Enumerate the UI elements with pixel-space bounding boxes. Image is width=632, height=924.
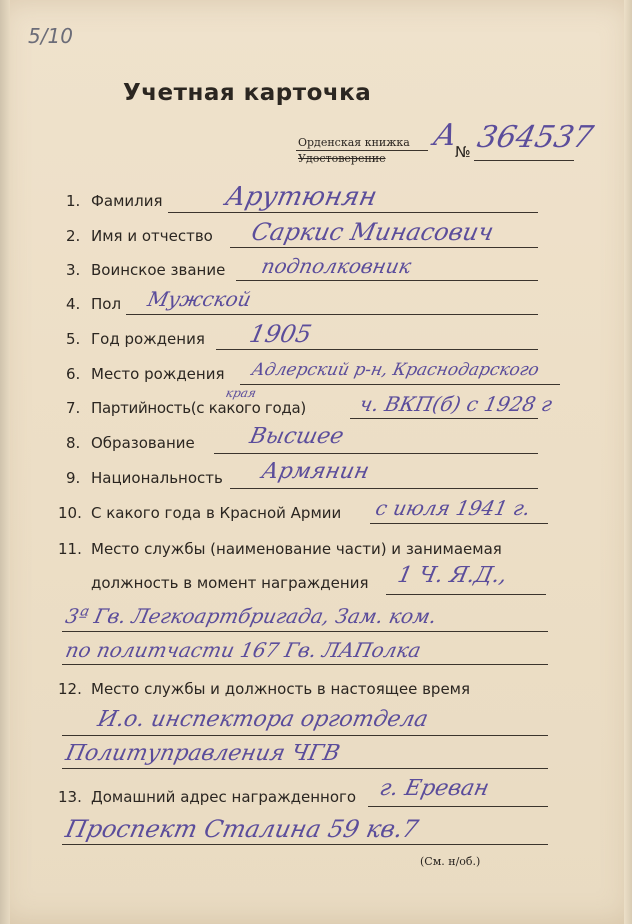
- field-1-value: Арутюнян: [222, 182, 380, 212]
- paper-edge-left: [0, 0, 10, 924]
- field-12-line1: [62, 735, 548, 736]
- order-number-line: [474, 160, 574, 161]
- field-3-value: подполковник: [259, 254, 414, 278]
- field-11-label-line2: должность в момент награждения: [91, 574, 369, 592]
- field-12-value-line2: Политуправления ЧГВ: [63, 741, 343, 766]
- certificate-label-struck: Удостоверение: [298, 152, 386, 165]
- field-1-label: Фамилия: [91, 192, 163, 210]
- page-title: Учетная карточка: [123, 80, 372, 106]
- field-12-line2: [62, 768, 548, 769]
- field-9-num: 9.: [66, 469, 81, 487]
- footer-note: (См. н/об.): [420, 855, 481, 868]
- field-10-num: 10.: [58, 504, 82, 522]
- field-3-line: [236, 280, 538, 281]
- field-8-value: Высшее: [247, 424, 346, 449]
- field-3-num: 3.: [66, 261, 81, 279]
- order-book-line: [296, 150, 428, 151]
- field-11-value-line2: 3ª Гв. Легкоартбригада, Зам. ком.: [63, 604, 439, 628]
- field-11-line3: [62, 664, 548, 665]
- field-7-label: Партийность(с какого года): [91, 399, 306, 417]
- number-sign: №: [455, 143, 471, 161]
- field-3-label: Воинское звание: [91, 261, 226, 279]
- field-2-num: 2.: [66, 227, 81, 245]
- field-8-label: Образование: [91, 434, 195, 452]
- field-11-line2: [62, 631, 548, 632]
- field-12-value-line1: И.о. инспектора орготдела: [95, 707, 431, 732]
- field-13-line2: [62, 844, 548, 845]
- field-6-label: Место рождения: [91, 365, 225, 383]
- field-13-label: Домашний адрес награжденного: [91, 788, 357, 806]
- field-6-line: [240, 384, 560, 385]
- field-11-line1: [386, 594, 546, 595]
- field-6-value-note: края: [224, 386, 258, 400]
- field-10-label: С какого года в Красной Армии: [91, 504, 342, 522]
- field-13-value-line2: Проспект Сталина 59 кв.7: [63, 815, 421, 843]
- field-9-line: [230, 488, 538, 489]
- order-book-series: А: [430, 118, 461, 153]
- field-10-value: с июля 1941 г.: [373, 496, 533, 520]
- order-book-number: 364537: [474, 120, 597, 155]
- field-4-num: 4.: [66, 295, 81, 313]
- field-1-num: 1.: [66, 192, 81, 210]
- field-9-value: Армянин: [259, 459, 372, 484]
- field-4-value: Мужской: [145, 287, 254, 311]
- field-5-line: [216, 349, 538, 350]
- field-11-value-line3: по политчасти 167 Гв. ЛАПолка: [63, 638, 424, 662]
- field-6-value: Адлерский р-н, Краснодарского: [249, 360, 541, 380]
- field-6-num: 6.: [66, 365, 81, 383]
- field-12-label: Место службы и должность в настоящее время: [91, 680, 471, 698]
- field-1-line: [168, 212, 538, 213]
- field-7-num: 7.: [66, 399, 81, 417]
- field-11-label-line1: Место службы (наименование части) и занимаемая: [91, 540, 502, 558]
- field-8-line: [214, 453, 538, 454]
- order-book-label: Орденская книжка: [298, 136, 410, 149]
- field-12-num: 12.: [58, 680, 82, 698]
- field-5-value: 1905: [247, 320, 315, 348]
- field-13-num: 13.: [58, 788, 82, 806]
- field-2-label: Имя и отчество: [91, 227, 213, 245]
- field-7-value: ч. ВКП(б) с 1928 г: [357, 392, 555, 416]
- field-4-label: Пол: [91, 295, 122, 313]
- field-2-line: [230, 247, 538, 248]
- field-10-line: [370, 523, 548, 524]
- field-11-value-line1: 1 Ч. Я.Д.,: [395, 563, 510, 588]
- field-8-num: 8.: [66, 434, 81, 452]
- field-2-value: Саркис Минасович: [249, 218, 497, 246]
- field-5-label: Год рождения: [91, 330, 205, 348]
- field-13-value-line1: г. Ереван: [377, 776, 492, 801]
- field-13-line1: [368, 806, 548, 807]
- field-4-line: [126, 314, 538, 315]
- field-11-num: 11.: [58, 540, 82, 558]
- field-7-line: [350, 418, 538, 419]
- field-5-num: 5.: [66, 330, 81, 348]
- field-9-label: Национальность: [91, 469, 223, 487]
- paper-edge-right: [624, 0, 632, 924]
- archive-mark: 5/10: [28, 24, 73, 48]
